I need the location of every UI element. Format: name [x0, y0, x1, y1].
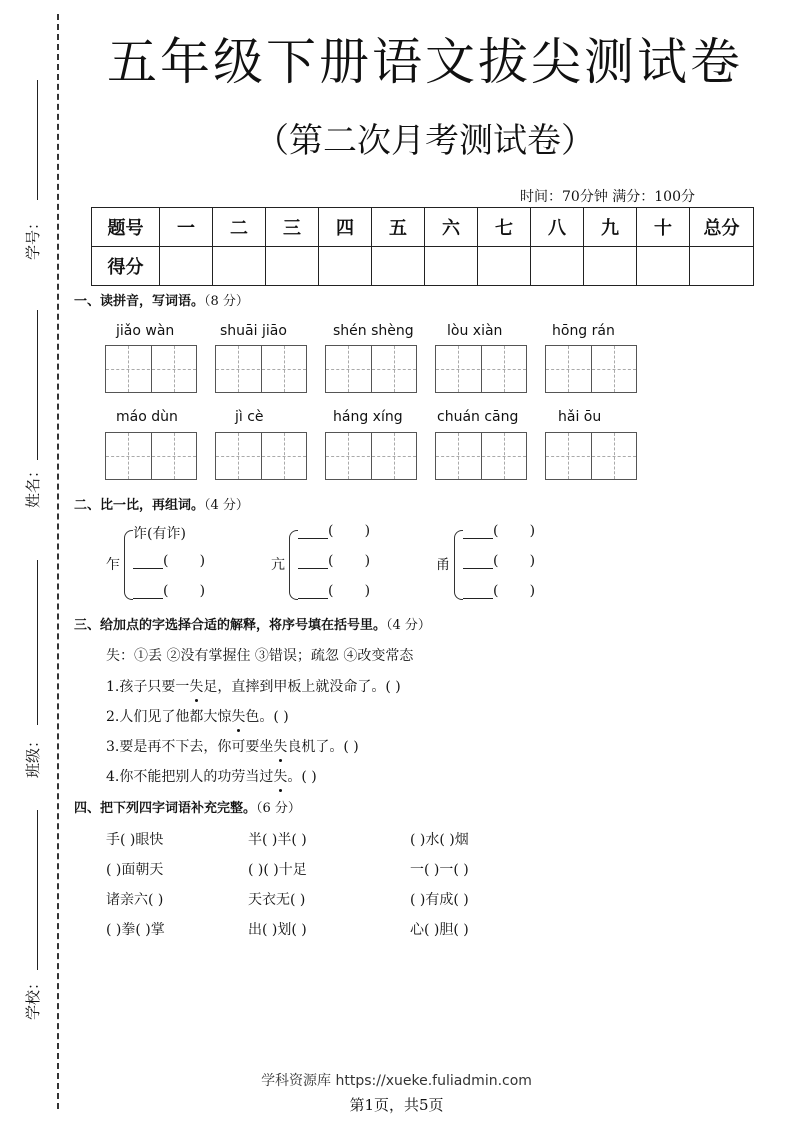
table-cell: 得分: [92, 247, 160, 286]
question-text: 4.你不能把别人的功劳当过: [106, 769, 274, 785]
word-blank[interactable]: ( ): [463, 553, 535, 569]
writing-grid[interactable]: [545, 432, 637, 480]
question-item[interactable]: [106, 706, 289, 726]
pinyin-label: hōng rán: [552, 323, 615, 339]
score-input-cell[interactable]: [160, 247, 213, 286]
brace: [289, 530, 298, 600]
idiom-blank[interactable]: 出( )划( ): [248, 922, 307, 938]
question-text: 2.人们见了他都大惊: [106, 709, 232, 725]
definition-options: 失：①丢 ②没有掌握住 ③错误；疏忽 ④改变常态: [106, 648, 414, 664]
score-input-cell[interactable]: [531, 247, 584, 286]
word-blank[interactable]: ( ): [298, 523, 370, 539]
score-input-cell[interactable]: [637, 247, 690, 286]
pinyin-label: háng xíng: [333, 409, 403, 425]
dotted-char: 失: [273, 766, 287, 786]
question-text: 1.孩子只要一: [106, 679, 190, 695]
score-input-cell[interactable]: [478, 247, 531, 286]
table-cell: 八: [531, 208, 584, 247]
question-item[interactable]: [106, 766, 317, 786]
table-cell: 二: [213, 208, 266, 247]
pinyin-label: jì cè: [235, 409, 264, 425]
pinyin-label: máo dùn: [116, 409, 178, 425]
section1-heading-text: 一、读拼音，写词语。: [74, 294, 205, 309]
base-char: 乍: [106, 557, 120, 573]
table-cell: 五: [372, 208, 425, 247]
pinyin-label: shuāi jiāo: [220, 323, 287, 339]
question-text: 色。( ): [245, 709, 289, 725]
word-blank[interactable]: ( ): [298, 553, 370, 569]
idiom-blank[interactable]: 一( )一( ): [410, 862, 469, 878]
score-input-cell[interactable]: [213, 247, 266, 286]
writing-grid[interactable]: [105, 432, 197, 480]
student-name-field[interactable]: [14, 310, 42, 510]
idiom-blank[interactable]: 天衣无( ): [248, 892, 306, 908]
score-input-cell[interactable]: [319, 247, 372, 286]
question-text: 良机了。( ): [287, 739, 359, 755]
student-name-label: 姓名：: [24, 462, 42, 508]
section1-heading: [74, 290, 249, 309]
base-char: 甬: [436, 557, 450, 573]
brace: [454, 530, 463, 600]
writing-grid[interactable]: [545, 345, 637, 393]
idiom-blank[interactable]: 诸亲六( ): [106, 892, 164, 908]
pinyin-label: shén shèng: [333, 323, 414, 339]
page-title: 五年级下册语文拔尖测试卷: [107, 33, 743, 91]
section4-heading: [74, 797, 301, 816]
table-cell: 六: [425, 208, 478, 247]
idiom-blank[interactable]: 心( )胆( ): [410, 922, 469, 938]
idiom-blank[interactable]: 手( )眼快: [106, 832, 164, 848]
table-cell: 总分: [690, 208, 754, 247]
score-table-score-row: [92, 247, 754, 286]
page-subtitle: （第二次月考测试卷）: [255, 121, 595, 161]
score-table: [91, 207, 754, 286]
section2-heading-text: 二、比一比，再组词。: [74, 498, 205, 513]
word-blank[interactable]: ( ): [133, 583, 205, 599]
table-cell: 九: [584, 208, 637, 247]
score-input-cell[interactable]: [372, 247, 425, 286]
student-id-field[interactable]: [14, 80, 42, 270]
section4-heading-text: 四、把下列四字词语补充完整。: [74, 801, 257, 816]
base-char: 亢: [271, 557, 285, 573]
word-blank[interactable]: ( ): [463, 583, 535, 599]
section3-points: （4 分）: [386, 618, 431, 633]
word-blank[interactable]: ( ): [298, 583, 370, 599]
section4-points: （6 分）: [256, 801, 301, 816]
score-input-cell[interactable]: [584, 247, 637, 286]
writing-grid[interactable]: [105, 345, 197, 393]
question-item[interactable]: [106, 676, 401, 696]
source-footer: 学科资源库 https://xueke.fuliadmin.com: [261, 1073, 532, 1089]
section2-points: （4 分）: [204, 498, 249, 513]
table-cell: 题号: [92, 208, 160, 247]
section3-heading: [74, 614, 431, 633]
school-label: 学校：: [24, 974, 42, 1020]
table-cell: 十: [637, 208, 690, 247]
writing-grid[interactable]: [215, 432, 307, 480]
table-cell: 七: [478, 208, 531, 247]
pinyin-label: chuán cāng: [437, 409, 519, 425]
dotted-char: 失: [273, 736, 287, 756]
brace: [124, 530, 133, 600]
writing-grid[interactable]: [325, 432, 417, 480]
pinyin-label: jiǎo wàn: [116, 323, 175, 339]
pinyin-label: hǎi ōu: [558, 409, 602, 425]
class-label: 班级：: [24, 732, 42, 778]
section1-points: （8 分）: [204, 294, 249, 309]
score-table-header-row: [92, 208, 754, 247]
question-text: 。( ): [287, 769, 317, 785]
writing-grid[interactable]: [215, 345, 307, 393]
question-text: 足，直摔到甲板上就没命了。( ): [203, 679, 401, 695]
question-item[interactable]: [106, 736, 359, 756]
school-field[interactable]: [14, 810, 42, 1025]
writing-grid[interactable]: [435, 345, 527, 393]
time-score-info: 时间：70分钟 满分：100分: [520, 189, 695, 205]
example-word: 诈(有诈): [133, 526, 186, 542]
word-blank[interactable]: ( ): [463, 523, 535, 539]
section3-heading-text: 三、给加点的字选择合适的解释，将序号填在括号里。: [74, 618, 387, 633]
idiom-blank[interactable]: ( )面朝天: [106, 862, 164, 878]
student-id-label: 学号：: [24, 214, 42, 260]
word-blank[interactable]: ( ): [133, 553, 205, 569]
section2-heading: [74, 494, 249, 513]
idiom-blank[interactable]: ( )( )十足: [248, 862, 307, 878]
question-text: 3.要是再不下去，你可要坐: [106, 739, 274, 755]
binding-dashed-line: [57, 14, 59, 1109]
idiom-blank[interactable]: ( )水( )烟: [410, 832, 469, 848]
table-cell: 四: [319, 208, 372, 247]
table-cell: 一: [160, 208, 213, 247]
writing-grid[interactable]: [325, 345, 417, 393]
pinyin-label: lòu xiàn: [447, 323, 503, 339]
score-input-cell[interactable]: [425, 247, 478, 286]
score-input-cell[interactable]: [690, 247, 754, 286]
idiom-blank[interactable]: ( )拳( )掌: [106, 922, 165, 938]
idiom-blank[interactable]: ( )有成( ): [410, 892, 469, 908]
score-input-cell[interactable]: [266, 247, 319, 286]
page-number: 第1页，共5页: [349, 1096, 444, 1114]
table-cell: 三: [266, 208, 319, 247]
class-field[interactable]: [14, 560, 42, 780]
dotted-char: 失: [231, 706, 245, 726]
writing-grid[interactable]: [435, 432, 527, 480]
idiom-blank[interactable]: 半( )半( ): [248, 832, 307, 848]
dotted-char: 失: [189, 676, 203, 696]
